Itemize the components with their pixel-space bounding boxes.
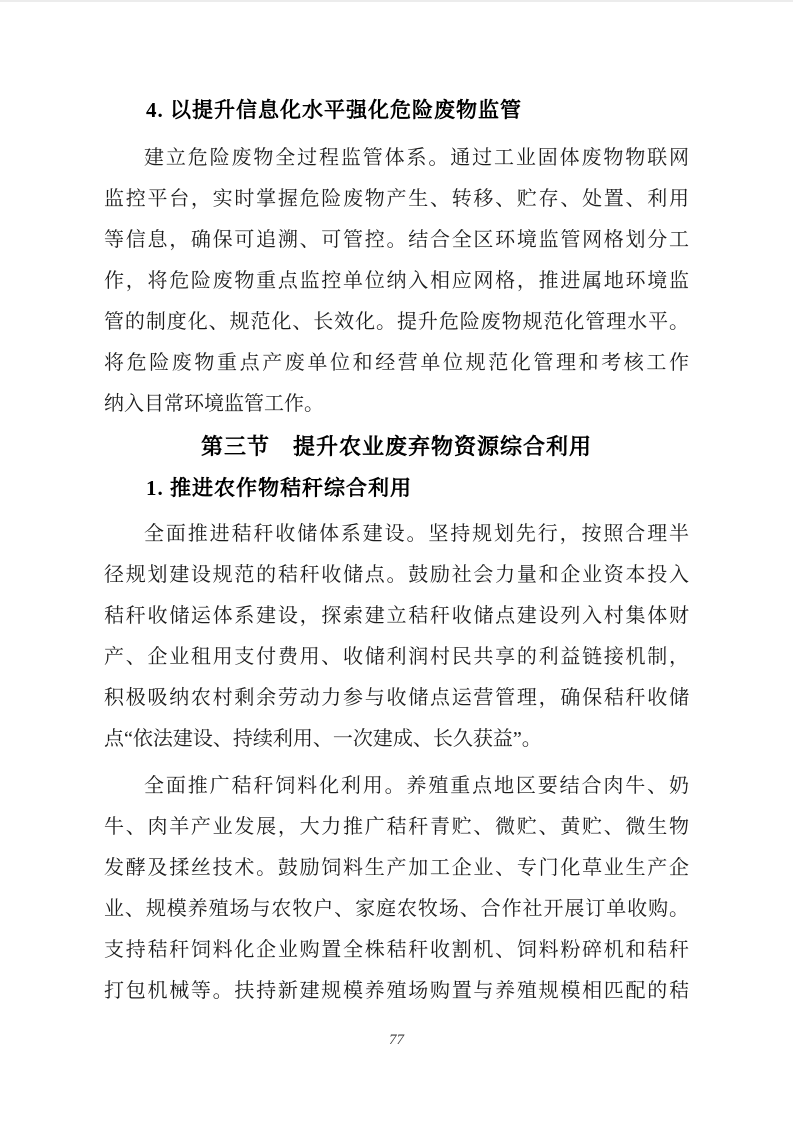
page-number: 77 bbox=[389, 1032, 404, 1048]
body-line: 作，将危险废物重点监控单位纳入相应网格，推进属地环境监 bbox=[104, 270, 689, 292]
body-line: 建立危险废物全过程监管体系。通过工业固体废物物联网 bbox=[144, 147, 689, 169]
body-line: 产、企业租用支付费用、收储利润村民共享的利益链接机制， bbox=[104, 646, 689, 668]
body-line: 打包机械等。扶持新建规模养殖场购置与养殖规模相匹配的秸 bbox=[104, 980, 689, 1002]
body-line: 业、规模养殖场与农牧户、家庭农牧场、合作社开展订单收购。 bbox=[104, 898, 689, 920]
paragraph-straw-feed bbox=[104, 766, 689, 1012]
body-line: 全面推进秸秆收储体系建设。坚持规划先行，按照合理半 bbox=[144, 523, 689, 545]
body-line: 监控平台，实时掌握危险废物产生、转移、贮存、处置、利用 bbox=[104, 188, 689, 210]
heading-hazardous-waste-supervision: 4. 以提升信息化水平强化危险废物监管 bbox=[146, 98, 522, 122]
body-line: 秸秆收储运体系建设，探索建立秸秆收储点建设列入村集体财 bbox=[104, 605, 689, 627]
heading-crop-straw-utilization: 1. 推进农作物秸秆综合利用 bbox=[146, 476, 412, 500]
body-line: 全面推广秸秆饲料化利用。养殖重点地区要结合肉牛、奶 bbox=[144, 775, 689, 797]
body-line: 纳入目常环境监管工作。 bbox=[104, 393, 324, 415]
body-line: 等信息，确保可追溯、可管控。结合全区环境监管网格划分工 bbox=[104, 229, 689, 251]
body-line: 管的制度化、规范化、长效化。提升危险废物规范化管理水平。 bbox=[104, 311, 689, 333]
body-line: 发酵及揉丝技术。鼓励饲料生产加工企业、专门化草业生产企 bbox=[104, 857, 689, 879]
page-body bbox=[104, 90, 689, 1012]
body-line: 牛、肉羊产业发展，大力推广秸秆青贮、微贮、黄贮、微生物 bbox=[104, 816, 689, 838]
body-line: 将危险废物重点产废单位和经营单位规范化管理和考核工作 bbox=[104, 352, 689, 374]
paragraph-straw-storage bbox=[104, 514, 689, 760]
body-line: 积极吸纳农村剩余劳动力参与收储点运营管理，确保秸秆收储 bbox=[104, 687, 689, 709]
paragraph-hazardous-waste bbox=[104, 138, 689, 425]
section-heading-agricultural-waste: 第三节 提升农业废弃物资源综合利用 bbox=[200, 434, 592, 459]
body-line: 支持秸秆饲料化企业购置全株秸秆收割机、饲料粉碎机和秸秆 bbox=[104, 939, 689, 961]
body-line: 点“依法建设、持续利用、一次建成、长久获益”。 bbox=[104, 728, 542, 750]
body-line: 径规划建设规范的秸秆收储点。鼓励社会力量和企业资本投入 bbox=[104, 564, 689, 586]
